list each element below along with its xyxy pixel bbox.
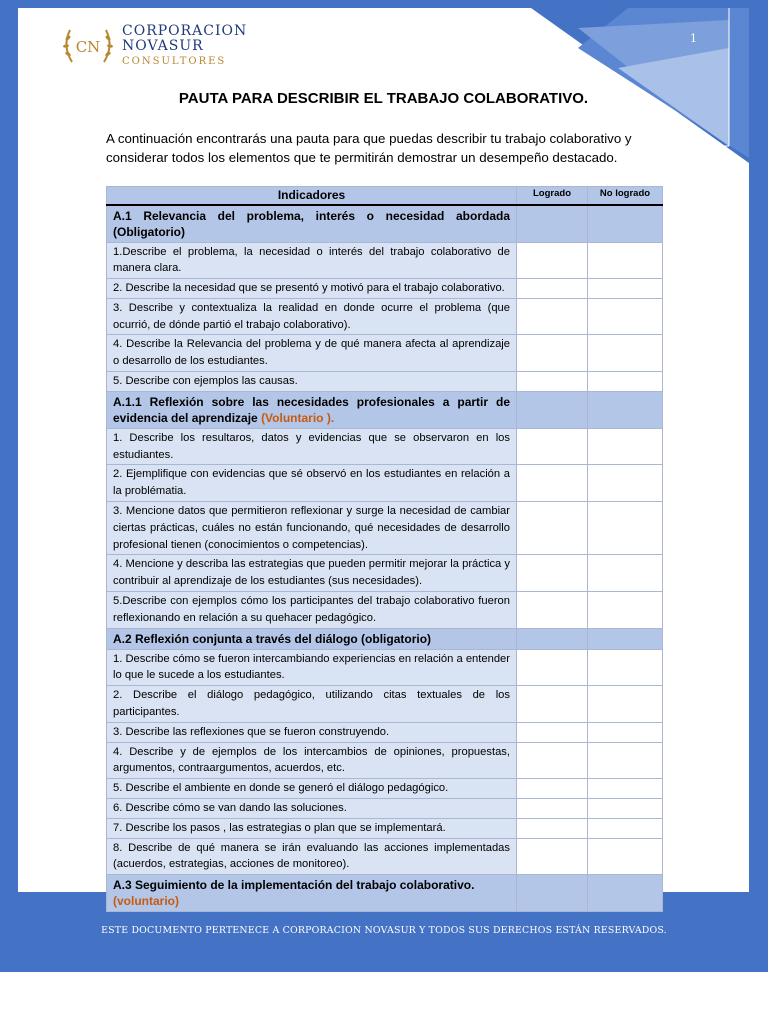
document-page bbox=[18, 8, 749, 909]
document-title: PAUTA PARA DESCRIBIR EL TRABAJO COLABORATIVO. bbox=[178, 90, 589, 107]
row-text: 5. Describe con ejemplos las causas. bbox=[113, 375, 298, 388]
logrado-cell[interactable] bbox=[517, 875, 588, 912]
row-text: A.1 Relevancia del problema, interés o necesidad abordada (Obligatorio) bbox=[113, 208, 510, 239]
row-text: 4. Describe y de ejemplos de los intercambios de opiniones, propuestas, argumentos, contraargumentos, acuerdos, etc. bbox=[113, 745, 510, 775]
no-logrado-cell[interactable] bbox=[588, 686, 663, 723]
indicator-row bbox=[107, 298, 663, 335]
indicator-text bbox=[107, 279, 517, 299]
header-no-logrado: No logrado bbox=[588, 187, 663, 205]
logrado-cell[interactable] bbox=[517, 742, 588, 779]
row-text: 8. Describe de qué manera se irán evaluando las acciones implementadas (acuerdos, estrategias, acciones de monitoreo). bbox=[113, 841, 510, 871]
indicator-row bbox=[107, 742, 663, 779]
indicator-row bbox=[107, 686, 663, 723]
no-logrado-cell[interactable] bbox=[588, 335, 663, 372]
indicator-row bbox=[107, 242, 663, 279]
row-text: 5. Describe el ambiente en donde se generó el diálogo pedagógico. bbox=[113, 782, 449, 795]
logrado-cell[interactable] bbox=[517, 628, 588, 649]
no-logrado-cell[interactable] bbox=[588, 428, 663, 465]
row-text: 6. Describe cómo se van dando las soluciones. bbox=[113, 802, 347, 815]
section-row bbox=[107, 628, 663, 649]
no-logrado-cell[interactable] bbox=[588, 298, 663, 335]
row-text: 3. Mencione datos que permitieron reflexionar y surge la necesidad de cambiar ciertas prácticas, cuáles no están funcionando, qué necesidades de desarrollo profesional tienen (conocimientos o competencias). bbox=[113, 505, 510, 551]
logrado-cell[interactable] bbox=[517, 465, 588, 502]
no-logrado-cell[interactable] bbox=[588, 818, 663, 838]
company-logo bbox=[60, 22, 247, 70]
row-text: 1.Describe el problema, la necesidad o interés del trabajo colaborativo de manera clara. bbox=[113, 245, 510, 275]
logrado-cell[interactable] bbox=[517, 722, 588, 742]
footer-copyright: ESTE DOCUMENTO PERTENECE A CORPORACION NOVASUR Y TODOS SUS DERECHOS ESTÁN RESERVADOS. bbox=[101, 925, 667, 936]
header-indicadores: Indicadores bbox=[107, 187, 517, 205]
logrado-cell[interactable] bbox=[517, 818, 588, 838]
indicator-text bbox=[107, 335, 517, 372]
row-text: 2. Describe la necesidad que se presentó y motivó para el trabajo colaborativo. bbox=[113, 282, 505, 295]
indicator-text bbox=[107, 502, 517, 555]
logrado-cell[interactable] bbox=[517, 279, 588, 299]
no-logrado-cell[interactable] bbox=[588, 722, 663, 742]
indicator-text bbox=[107, 838, 517, 875]
indicator-text bbox=[107, 649, 517, 686]
indicator-row bbox=[107, 335, 663, 372]
indicator-row bbox=[107, 279, 663, 299]
indicator-text bbox=[107, 818, 517, 838]
no-logrado-cell[interactable] bbox=[588, 242, 663, 279]
logo-line2: NOVASUR bbox=[122, 37, 204, 54]
indicator-row bbox=[107, 428, 663, 465]
no-logrado-cell[interactable] bbox=[588, 372, 663, 392]
no-logrado-cell[interactable] bbox=[588, 838, 663, 875]
logrado-cell[interactable] bbox=[517, 242, 588, 279]
table-body bbox=[107, 205, 663, 912]
row-text: 1. Describe cómo se fueron intercambiando experiencias en relación a entender lo que le sucede a los estudiantes. bbox=[113, 652, 510, 682]
section-title bbox=[107, 628, 517, 649]
section-row bbox=[107, 205, 663, 243]
logrado-cell[interactable] bbox=[517, 779, 588, 799]
intro-paragraph: A continuación encontrarás una pauta para que puedas describir tu trabajo colaborativo y considerar todos los elementos que te permitirán demostrar un desempeño destacado. bbox=[106, 131, 632, 165]
indicator-row bbox=[107, 502, 663, 555]
logrado-cell[interactable] bbox=[517, 686, 588, 723]
indicator-text bbox=[107, 372, 517, 392]
logrado-cell[interactable] bbox=[517, 555, 588, 592]
row-text: A.1.1 Reflexión sobre las necesidades profesionales a partir de evidencia del aprendizaje bbox=[113, 394, 510, 425]
no-logrado-cell[interactable] bbox=[588, 465, 663, 502]
no-logrado-cell[interactable] bbox=[588, 779, 663, 799]
no-logrado-cell[interactable] bbox=[588, 628, 663, 649]
no-logrado-cell[interactable] bbox=[588, 649, 663, 686]
no-logrado-cell[interactable] bbox=[588, 875, 663, 912]
logrado-cell[interactable] bbox=[517, 649, 588, 686]
logrado-cell[interactable] bbox=[517, 592, 588, 629]
row-text: 7. Describe los pasos , las estrategias o plan que se implementará. bbox=[113, 821, 446, 834]
row-text: 2. Ejemplifique con evidencias que sé observó en los estudiantes en relación a la problématia. bbox=[113, 468, 510, 498]
table-header-row bbox=[107, 187, 663, 205]
no-logrado-cell[interactable] bbox=[588, 502, 663, 555]
row-text: 2. Describe el diálogo pedagógico, utilizando citas textuales de los participantes. bbox=[113, 689, 510, 719]
logrado-cell[interactable] bbox=[517, 428, 588, 465]
indicator-row bbox=[107, 799, 663, 819]
indicator-row bbox=[107, 592, 663, 629]
indicator-row bbox=[107, 465, 663, 502]
no-logrado-cell[interactable] bbox=[588, 205, 663, 243]
no-logrado-cell[interactable] bbox=[588, 592, 663, 629]
section-title bbox=[107, 391, 517, 428]
indicator-text bbox=[107, 555, 517, 592]
section-suffix: (voluntario) bbox=[113, 894, 179, 909]
indicator-row bbox=[107, 649, 663, 686]
indicator-text bbox=[107, 298, 517, 335]
indicator-text bbox=[107, 779, 517, 799]
section-title bbox=[107, 205, 517, 243]
logrado-cell[interactable] bbox=[517, 838, 588, 875]
logrado-cell[interactable] bbox=[517, 372, 588, 392]
row-text: 1. Describe los resultaros, datos y evidencias que se observaron en los estudiantes. bbox=[113, 431, 510, 461]
logrado-cell[interactable] bbox=[517, 391, 588, 428]
indicator-row bbox=[107, 722, 663, 742]
indicator-row bbox=[107, 779, 663, 799]
indicators-table bbox=[106, 186, 663, 912]
logo-line3: CONSULTORES bbox=[122, 55, 227, 67]
indicator-text bbox=[107, 242, 517, 279]
indicator-text bbox=[107, 722, 517, 742]
indicator-row bbox=[107, 818, 663, 838]
logrado-cell[interactable] bbox=[517, 502, 588, 555]
indicator-row bbox=[107, 372, 663, 392]
indicator-text bbox=[107, 428, 517, 465]
section-suffix: (Voluntario ). bbox=[261, 410, 335, 425]
row-text: A.2 Reflexión conjunta a través del diálogo (obligatorio) bbox=[113, 631, 432, 646]
indicator-text bbox=[107, 465, 517, 502]
row-text: 3. Describe las reflexiones que se fueron construyendo. bbox=[113, 725, 390, 738]
row-text: 4. Describe la Relevancia del problema y de qué manera afecta al aprendizaje o desarrollo de los estudiantes. bbox=[113, 338, 510, 368]
row-text: 5.Describe con ejemplos cómo los participantes del trabajo colaborativo fueron reflexionando en relación a su quehacer pedagógico. bbox=[113, 595, 510, 624]
page-number: 1 bbox=[690, 32, 697, 45]
logo-line1: CORPORACION bbox=[122, 22, 248, 39]
logrado-cell[interactable] bbox=[517, 335, 588, 372]
indicator-row bbox=[107, 838, 663, 875]
indicator-row bbox=[107, 555, 663, 592]
row-text: 3. Describe y contextualiza la realidad en donde ocurre el problema (que ocurrió, de dónde partió el trabajo colaborativo). bbox=[113, 301, 510, 331]
row-text: A.3 Seguimiento de la implementación del trabajo colaborativo. bbox=[113, 878, 475, 893]
indicator-text bbox=[107, 686, 517, 723]
no-logrado-cell[interactable] bbox=[588, 799, 663, 819]
section-row bbox=[107, 391, 663, 428]
laurel-monogram-icon bbox=[60, 24, 116, 68]
section-title bbox=[107, 875, 517, 912]
no-logrado-cell[interactable] bbox=[588, 555, 663, 592]
indicator-text bbox=[107, 592, 517, 629]
header-logrado: Logrado bbox=[517, 187, 588, 205]
indicator-text bbox=[107, 799, 517, 819]
logrado-cell[interactable] bbox=[517, 298, 588, 335]
logo-initials: CN bbox=[75, 38, 101, 56]
indicator-text bbox=[107, 742, 517, 779]
logrado-cell[interactable] bbox=[517, 205, 588, 243]
logrado-cell[interactable] bbox=[517, 799, 588, 819]
no-logrado-cell[interactable] bbox=[588, 742, 663, 779]
row-text: 4. Mencione y describa las estrategias que pueden permitir mejorar la práctica y contribuir al aprendizaje de los estudiantes (sus necesidades). bbox=[113, 558, 510, 588]
no-logrado-cell[interactable] bbox=[588, 279, 663, 299]
no-logrado-cell[interactable] bbox=[588, 391, 663, 428]
section-row bbox=[107, 875, 663, 912]
